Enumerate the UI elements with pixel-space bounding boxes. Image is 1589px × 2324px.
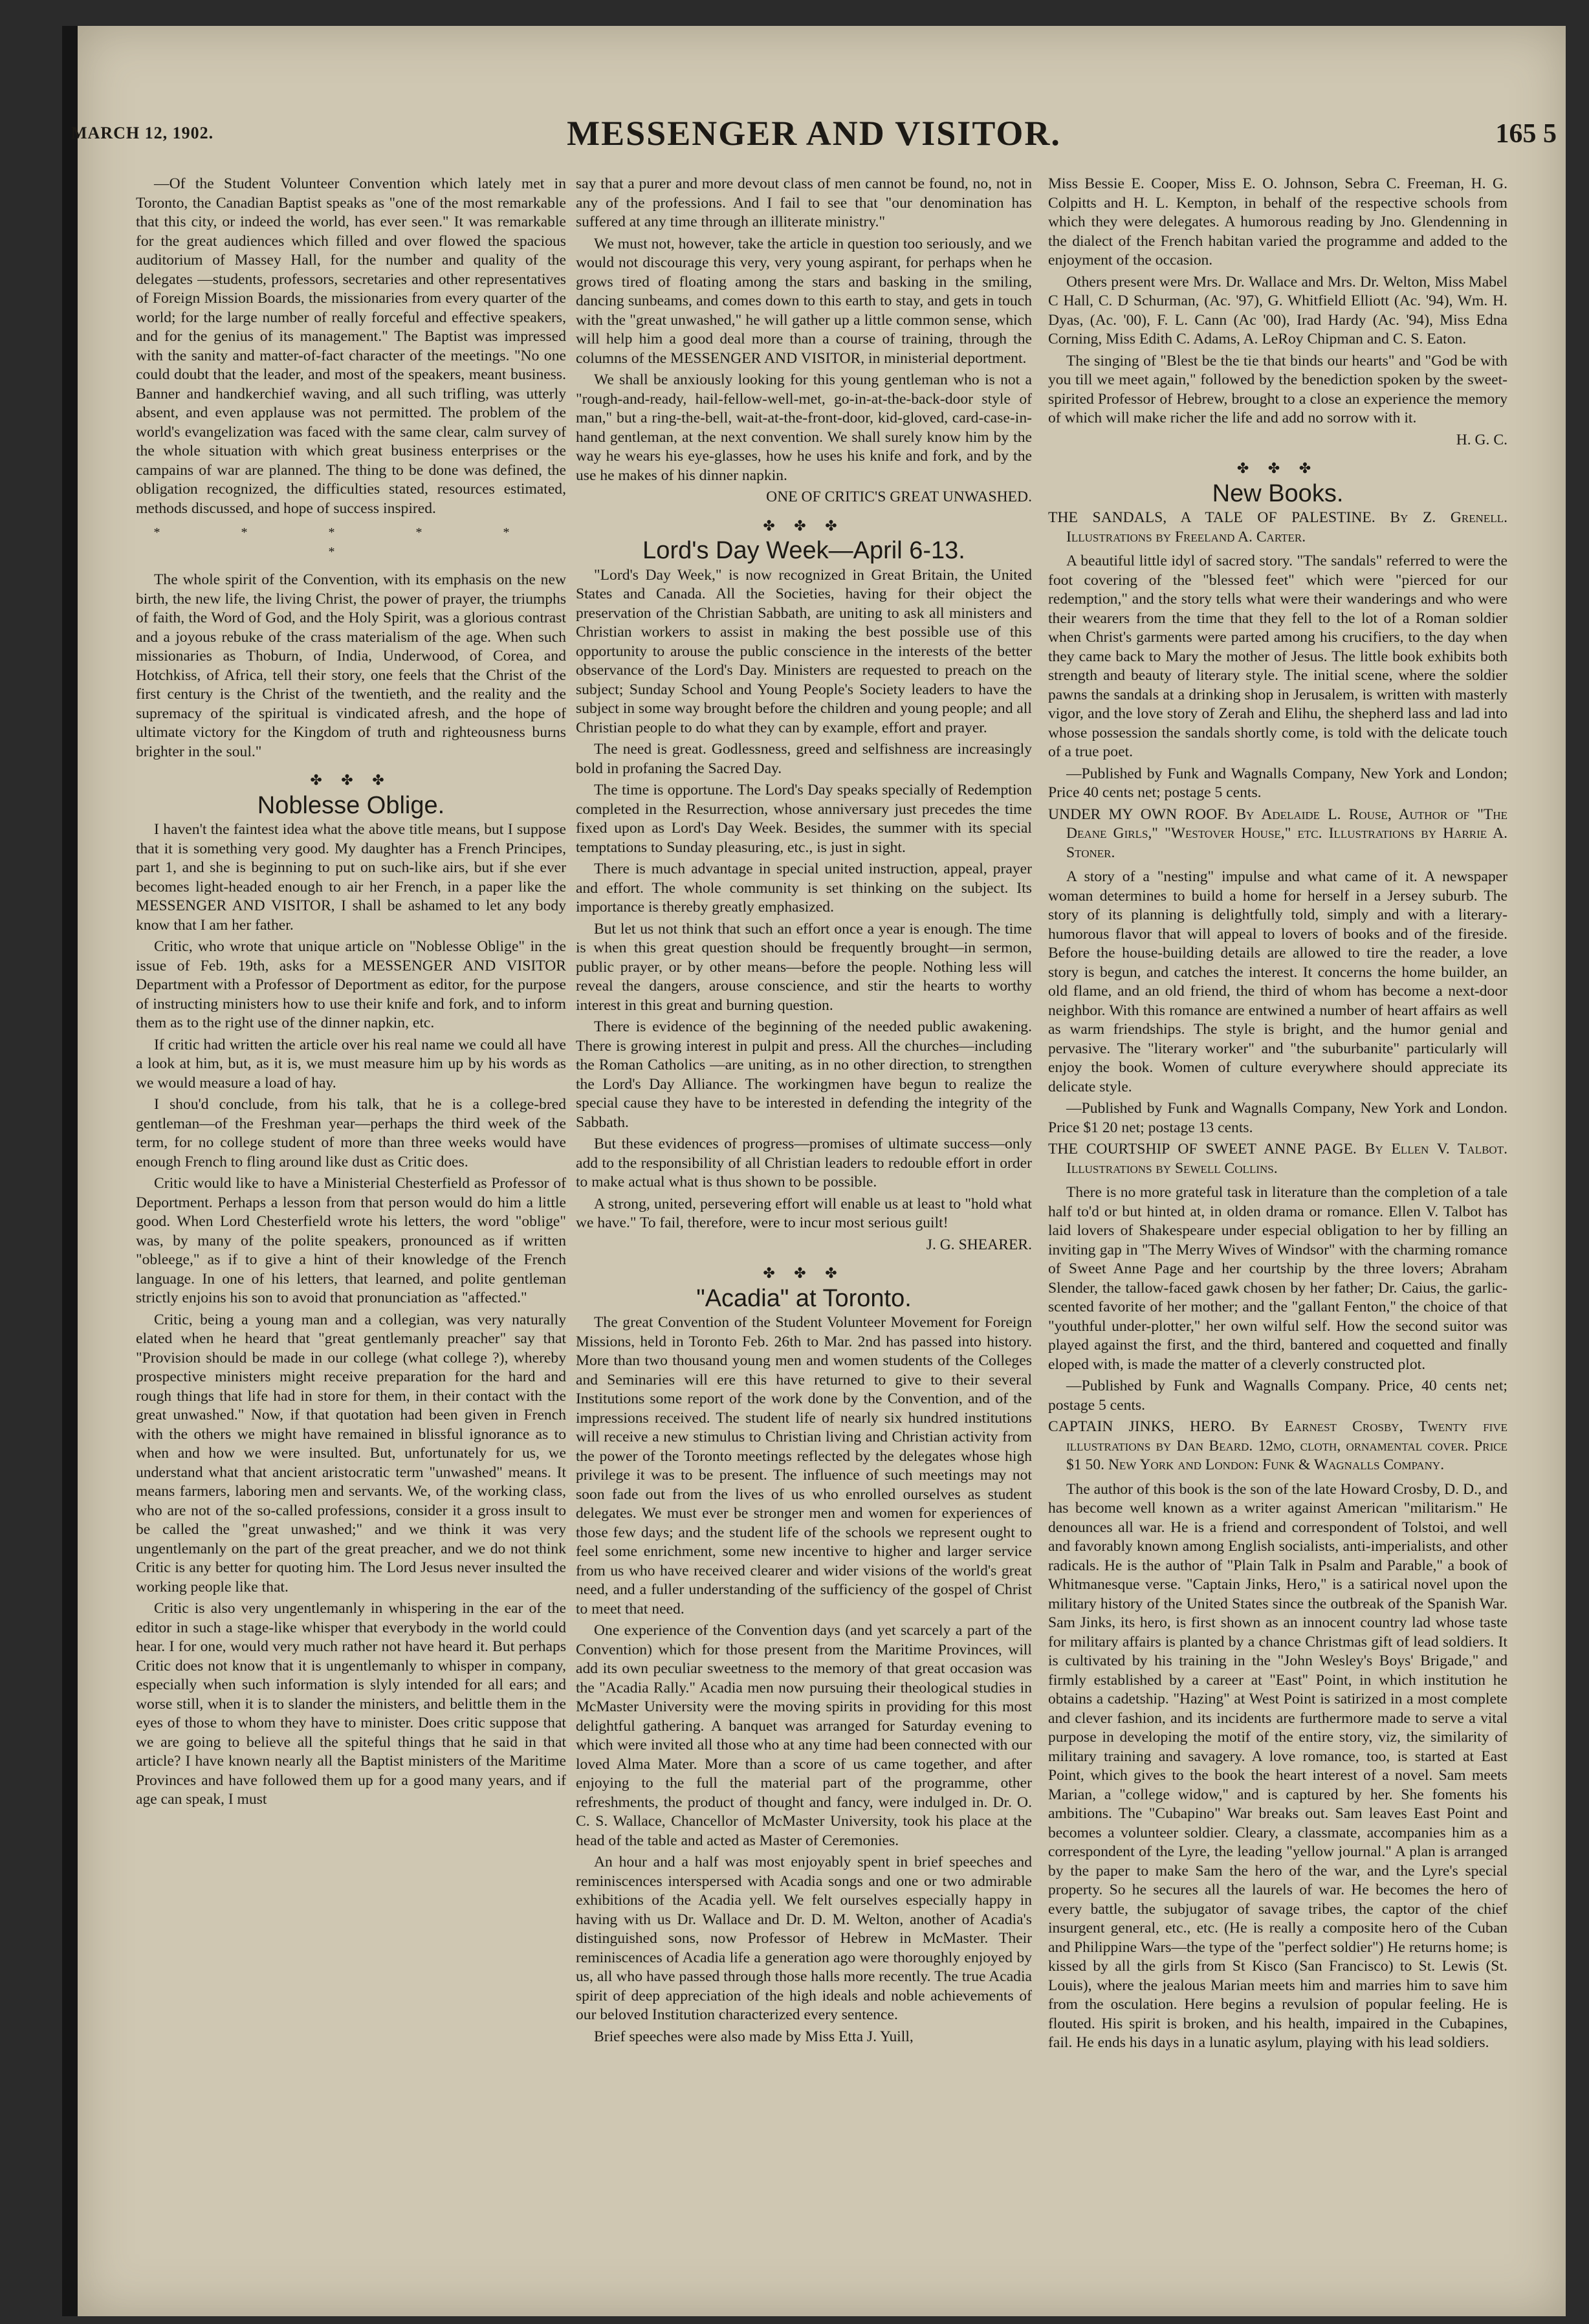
paragraph: One experience of the Convention days (and yet scarcely a part of the Convention) which for those present from the Maritime Provinces, will add its own peculiar sweetness to the memory of that great occasion was the "Acadia Rally." Acadia men now pursuing their theological studies in McMaster University were the moving spirits in providing for this most delightful gathering. A banquet was arranged for Saturday evening to which were invited all those who at any time had been connected with our loved Alma Mater. More than a score of us came together, and after enjoying to the full the material part of the programme, other refreshments, the product of thought and fancy, were indulged in. Dr. O. C. S. Wallace, Chancellor of McMaster University, took his place at the head of the table and acted as Master of Ceremonies. xyxy=(576,1622,1032,1849)
paragraph: The whole spirit of the Convention, with its emphasis on the new birth, the new life, the living Christ, the power of prayer, the triumphs of faith, the Word of God, and the Holy Spirit, was a glorious contrast and a joyous rebuke of the crass materialism of the age. When such missionaries as Thoburn, of India, Underwood, of Corea, and Hotchkiss, of Africa, tell their story, one feels that the Christ of the first century is the Christ of the twentieth, and the reality and the supremacy of the spiritual is vindicated afresh, and the hope of ultimate victory for the Kingdom of truth and righteousness burns brighter in the soul." xyxy=(136,571,566,760)
author-signature: ONE OF CRITIC'S GREAT UNWASHED. xyxy=(766,488,1032,505)
publisher-note: —Published by Funk and Wagnalls Company, New York and London; Price 40 cents net; postage 5 cents. xyxy=(1048,765,1507,801)
article-heading: Noblesse Oblige. xyxy=(257,791,445,819)
newspaper-title: MESSENGER AND VISITOR. xyxy=(567,114,1061,153)
publisher-note: —Published by Funk and Wagnalls Company. Price, 40 cents net; postage 5 cents. xyxy=(1048,1377,1507,1414)
paragraph: "Lord's Day Week," is now recognized in Great Britain, the United States and Canada. All the Societies, having for their object the preservation of the Christian Sabbath, are uniting to ask all ministers and Christian workers to assist in making the best possible use of this opportunity to arouse the public conscience in the interests of the better observance of the Lord's Day. Ministers are requested to preach on the subject; Sunday School and Young People's Society leaders to have the subject in some way brought before the children and young people; and all Christian people to do what they can by example, effort and prayer. xyxy=(576,566,1032,736)
paragraph: —Of the Student Volunteer Convention which lately met in Toronto, the Canadian Baptist speaks as "one of the most remarkable that this city, or indeed the world, has ever seen." It was remarkable for the great audiences which filled and over flowed the spacious auditorium of Massey Hall, for the number and quality of the delegates —students, professors, secretaries and other representatives of Foreign Mission Boards, the missionaries from every quarter of the world; for the large number of really forceful and effective speakers, and for the genius of its management." The Baptist was impressed with the sanity and matter-of-fact character of the meetings. "No one could doubt that the leader, and most of the speakers, meant business. Banner and handkerchief waving, and all such trifling, was utterly absent, and even applause was not permitted. The problem of the world's evangelization was faced with the same clear, calm survey of the whole situation with which great business enterprises or the campains of war are planned. The thing to be done was defined, the obligation recognized, the difficulties stated, resources estimated, methods discussed, and hope of success inspired. xyxy=(136,175,566,517)
book-review-text: A story of a "nesting" impulse and what came of it. A newspaper woman determines to build a home for herself in a Jersey suburb. The story of its planning is delightfully told, simply and with a literary-humorous flavor that will appeal to lovers of books and of the fireside. Before the house-building details are allowed to tire the reader, a love story is begun, and catches the interest. It concerns the home builder, an old flame, and an old friend, the third of whom has become a next-door neighbor. With this romance are entwined a number of heart affairs as well as warm friendships. The style is bright, and the humor genial and pervasive. The "literary worker" and "the suburbanite" particularly will enjoy the book. Women of culture everywhere should appreciate its delicate style. xyxy=(1048,868,1507,1095)
book-title-line: THE SANDALS, A TALE OF PALESTINE. By Z. Grenell. Illustrations by Freeland A. Carter. xyxy=(1048,509,1507,545)
paragraph: The singing of "Blest be the tie that binds our hearts" and "God be with you till we meet again," followed by the benediction spoken by the sweet-spirited Professor of Hebrew, brought to a close an experience the memory of which will make richer the life and add no sorrow with it. xyxy=(1048,352,1507,426)
ornament: ✤ ✤ ✤ xyxy=(763,1265,845,1281)
ornament: ✤ ✤ ✤ xyxy=(310,772,392,788)
paragraph: Brief speeches were also made by Miss Etta J. Yuill, xyxy=(594,2028,914,2045)
paragraph: There is evidence of the beginning of the needed public awakening. There is growing interest in pulpit and press. All the churches—including the Roman Catholics —are uniting, as in no other direction, to strengthen the Lord's Day Alliance. The workingmen have begun to realize the special cause they have to be interested in defending the integrity of the Sabbath. xyxy=(576,1018,1032,1131)
ornament: ✤ ✤ ✤ xyxy=(1236,460,1319,476)
column-2 xyxy=(576,175,1032,2277)
book-title-line: THE COURTSHIP OF SWEET ANNE PAGE. By Ellen V. Talbot. Illustrations by Sewell Collins. xyxy=(1048,1141,1507,1177)
author-signature: J. G. SHEARER. xyxy=(926,1236,1032,1253)
paragraph: A strong, united, persevering effort will enable us at least to "hold what we have." To fail, therefore, were to incur most serious guilt! xyxy=(576,1195,1032,1231)
paragraph: I shou'd conclude, from his talk, that he is a college-bred gentleman—of the Freshman year—perhaps the third week of the term, for no college student of more than three weeks would have enough French to fling around like dust as Critic does. xyxy=(136,1096,566,1170)
article-heading: New Books. xyxy=(1212,479,1344,507)
paragraph: Others present were Mrs. Dr. Wallace and Mrs. Dr. Welton, Miss Mabel C Hall, C. D Schurman, (Ac. '97), G. Whitfield Elliott (Ac. '94), Wm. H. Dyas, (Ac. '00), F. L. Cann (Ac '00), Irad Hardy (Ac. '94), Miss Edna Corning, Miss Edith C. Adams, A. LeRoy Chipman and C. S. Eaton. xyxy=(1048,273,1507,347)
book-title-line: CAPTAIN JINKS, HERO. By Earnest Crosby, Twenty five illustrations by Dan Beard. 12mo, cloth, ornamental cover. Price $1 50. New York and London: Funk & Wagnalls Company. xyxy=(1048,1418,1507,1473)
column-1 xyxy=(136,175,566,2277)
book-review-text: A beautiful little idyl of sacred story. "The sandals" referred to were the foot covering of the "blessed feet" which were "pierced for our redemption," and the story tells what were their wanderings and who were their wearers from the time that they fell to the lot of a Roman soldier when Christ's garments were parted among his crucifiers, to the day when they came back to Mary the mother of Jesus. The little book exhibits both strength and beauty of literary style. The initial scene, where the soldier pawns the sandals at a drinking shop in Jerusalem, is written with masterly vigor, and the love story of Zerah and Elihu, the shepherd lass and lad into whose possession the sandals shortly come, is told with the delicate touch of a true poet. xyxy=(1048,553,1507,760)
author-signature: H. G. C. xyxy=(1456,431,1507,448)
paragraph: We shall be anxiously looking for this young gentleman who is not a "rough-and-ready, hail-fellow-well-met, go-in-at-the-back-door style of man," but a ring-the-bell, wait-at-the-front-door, kid-gloved, card-case-in-hand gentleman, at the next convention. We shall surely know him by the way he wears his eye-glasses, how he uses his knife and fork, and by the use he makes of his dinner napkin. xyxy=(576,371,1032,484)
book-title-line: UNDER MY OWN ROOF. By Adelaide L. Rouse, Author of "The Deane Girls," "Westover House," etc. Illustrations by Harrie A. Stoner. xyxy=(1048,806,1507,861)
section-separator: * * * * * * xyxy=(153,525,549,559)
masthead xyxy=(71,87,1557,159)
paragraph: An hour and a half was most enjoyably spent in brief speeches and reminiscences interspersed with Acadia songs and one or two admirable exhibitions of the Acadia yell. We felt ourselves especially happy in having with us Dr. Wallace and Dr. D. M. Welton, another of Acadia's distinguished sons, now Professor of Hebrew in McMaster. Their reminiscences of Acadia life a generation ago were thoroughly enjoyed by us, all who have passed through those halls more recently. The true Acadia spirit of deep appreciation of the high ideals and noble achievements of our beloved Institution characterized every sentence. xyxy=(576,1854,1032,2023)
publisher-note: —Published by Funk and Wagnalls Company, New York and London. Price $1 20 net; postage 13 cents. xyxy=(1048,1100,1507,1136)
paragraph: I haven't the faintest idea what the above title means, but I suppose that it is something very good. My daughter has a French Principes, part 1, and she is beginning to put on such-like airs, but if she ever becomes light-headed enough to air her French, in a paper like the MESSENGER AND VISITOR, I shall be ashamed to let any body know that I am her father. xyxy=(136,821,566,934)
article-heading: Lord's Day Week—April 6-13. xyxy=(642,537,965,564)
paragraph: The need is great. Godlessness, greed and selfishness are increasingly bold in profaning the Sacred Day. xyxy=(576,741,1032,777)
page-number: 165 5 xyxy=(1495,119,1557,149)
paragraph: We must not, however, take the article in question too seriously, and we would not discourage this very, very young aspirant, for perhaps when he grows tired of floating among the stars and basking in the smiling, dancing sunbeams, and comes down to this earth to stay, and gets in touch with the "great unwashed," he will gather up a little common sense, which will help him a good deal more than a course of training, through the columns of the MESSENGER AND VISITOR, in ministerial deportment. xyxy=(576,235,1032,367)
paragraph: Critic is also very ungentlemanly in whispering in the ear of the editor in such a stage-like whisper that everybody in the world could hear. I for one, would very much rather not have heard it. But perhaps Critic does not know that it is ungentlemanly to whisper in company, especially when such information is slyly intended for all ears; and worse still, when it is to slander the ministers, and belittle them in the eyes of those to whom they have to minister. Does critic suppose that we are going to believe all the spiteful things that he said in that article? I have known nearly all the Baptist ministers of the Maritime Provinces and have followed them up for a good many years, and if age can speak, I must xyxy=(136,1600,566,1808)
paragraph: There is much advantage in special united instruction, appeal, prayer and effort. The whole community is set thinking on the subject. Its importance is thereby greatly emphasized. xyxy=(576,861,1032,915)
paragraph: If critic had written the article over his real name we could all have a look at him, but, as it is, we must measure him up by his words as we would measure a load of hay. xyxy=(136,1036,566,1091)
paragraph: The great Convention of the Student Volunteer Movement for Foreign Missions, held in Toronto Feb. 26th to Mar. 2nd has passed into history. More than two thousand young men and women students of the Colleges and Seminaries will ere this have returned to give to their several Institutions some report of the work done by the Convention, and of the impressions received. The student life of nearly six hundred institutions will receive a new stimulus to Christian living and Christian activity from the power of the Toronto meetings reflected by the delegates whose high privilege it was to be present. The influence of such meetings may not soon fade out from the lives of us who enrolled ourselves as student delegates. We must ever be stronger men and women for experiences of those few days; and the student life of the schools we represent ought to feel some enrichment, some new incentive to higher and larger service from us who have received clearer and wider visions of the world's great need, and a fuller understanding of the sufficiency of the gospel of Christ to meet that need. xyxy=(576,1314,1032,1617)
paragraph: Miss Bessie E. Cooper, Miss E. O. Johnson, Sebra C. Freeman, H. G. Colpitts and H. L. Kempton, in behalf of the respective schools from which they were delegates. A humorous reading by Jno. Glendenning in the dialect of the French habitan varied the programme and added to the enjoyment of the occasion. xyxy=(1048,175,1507,269)
book-review-text: The author of this book is the son of the late Howard Crosby, D. D., and has become well known as a writer against American "militarism." He denounces all war. He is a friend and correspondent of Tolstoi, and well and favorably known among English socialists, anti-imperialists, and other radicals. He is the author of "Plain Talk in Psalm and Parable," a book of Whitmanesque verse. "Captain Jinks, Hero," is a satirical novel upon the military history of the United States since the outbreak of the Spanish War. Sam Jinks, its hero, is first shown as an innocent country lad whose taste for military affairs is planted by a chance Christmas gift of lead soldiers. It is cultivated by his training in the "John Wesley's Boys' Brigade," and firmly established by a career at "East" Point, in which institution he obtains a cadetship. "Hazing" at West Point is satirized in a most complete and clever fashion, and its incidents are furthermore made to serve a vital purpose in developing the motif of the entire story, viz, the similarity of military training and savagery. A love romance, too, is started at East Point, which gives to the book the heart interest of a novel. Sam meets Marian, a "college widow," and is captured by her. She foments his ambitions. The "Cubapino" War breaks out. Sam leaves East Point and becomes a volunteer soldier. Cleary, a classmate, accompanies him as a correspondent of the Lyre, the leading "yellow journal." A plan is arranged by the paper to make Sam the hero of the war, and the Lyre's special property. So he secures all the laurels of war. He becomes the hero of every battle, the subjugator of savage tribes, the captor of the chief insurgent general, etc., etc. (He is really a composite hero of the Cuban and Philippine Wars—the type of the "perfect soldier") He returns home; is kissed by all the girls from St Kisco (San Francisco) to St. Lewis (St. Louis), where the jealous Marian meets him and marries him to save him from the osculation. Here begins a revulsion of popular feeling. He is flouted. His spirit is broken, and his health, impaired in the Cubapines, fail. He ends his days in a lunatic asylum, playing with his lead soldiers. xyxy=(1048,1480,1507,2051)
paragraph: say that a purer and more devout class of men cannot be found, no, not in any of the professions. And I fail to see that "our denomination has suffered at any time through an illiterate ministry." xyxy=(576,175,1032,230)
ornament: ✤ ✤ ✤ xyxy=(763,517,845,534)
paragraph: But these evidences of progress—promises of ultimate success—only add to the responsibility of all Christian leaders to redouble effort in order to make actual what is thus shown to be possible. xyxy=(576,1135,1032,1190)
column-3 xyxy=(1048,175,1507,2277)
book-review-text: There is no more grateful task in literature than the completion of a tale half to'd or but hinted at, in olden drama or romance. Ellen V. Talbot has laid lovers of Shakespeare under especial obligation to her by filling an inviting gap in "The Merry Wives of Windsor" with the charming romance of Sweet Anne Page and her courtship by the three lovers; Abraham Slender, the tallow-faced gawk chosen by her father; Dr. Caius, the garlic-scented favorite of her mother; and the "gallant Fenton," the choice of that "youthful under-plotter," her own wilful self. How the second suitor was played against the first, and the third, bantered and coquetted and finally eloped with, is made the matter of a cleverly constructed plot. xyxy=(1048,1184,1507,1373)
paragraph: But let us not think that such an effort once a year is enough. The time is when this great question should be frequently brought—in sermon, public prayer, or by other means—before the people. Nothing less will reveal the dangers, arouse conscience, and stir the hearts to worthy interest in this great and burning question. xyxy=(576,920,1032,1014)
page-binding-edge xyxy=(62,26,79,2316)
article-heading: "Acadia" at Toronto. xyxy=(696,1284,912,1312)
paragraph: Critic would like to have a Ministerial Chesterfield as Professor of Deportment. Perhaps a lesson from that person would do him a little good. When Lord Chesterfield wrote his letters, the word "oblige" was, by many of the polite speakers, pronounced as if written "obleege," as if to give a hint of their knowledge of the French language. In one of his letters, that learned, and polite gentleman strictly enjoins his son to avoid that pronunciation as "affected." xyxy=(136,1175,566,1306)
paragraph: The time is opportune. The Lord's Day speaks specially of Redemption completed in the Resurrection, whose anniversary just precedes the time fixed upon as Lord's Day Week. Besides, the summer with its special temptations to Sunday pleasuring, etc., is just in sight. xyxy=(576,782,1032,856)
issue-date: MARCH 12, 1902. xyxy=(71,124,214,142)
paragraph: Critic, who wrote that unique article on "Noblesse Oblige" in the issue of Feb. 19th, asks for a MESSENGER AND VISITOR Department with a Professor of Deportment as editor, for the purpose of instructing ministers how to use their knife and fork, and to inform them as to the right use of the dinner napkin, etc. xyxy=(136,938,566,1031)
paragraph: Critic, being a young man and a collegian, was very naturally elated when he heard that "great gentlemanly preacher" say that "Provision should be made in our college (what college ?), whereby prospective ministers might receive preparation for the hard and rough things that life had in store for them, in their contact with the great unwashed." Now, if that quotation had been given in French with the others we might have remained in blissful ignorance as to when and how we were insulted. But, unfortunately for us, we understand what that ancient aristocratic term "unwashed" means. It means farmers, laboring men and servants. We, of the working class, who are not of the so-called professions, consider it a gross insult to be called the "great unwashed;" and we think it was very ungentlemanly on the part of the great preacher, and we do not think Critic is any better for quoting him. The Lord Jesus never insulted the working people like that. xyxy=(136,1311,566,1595)
